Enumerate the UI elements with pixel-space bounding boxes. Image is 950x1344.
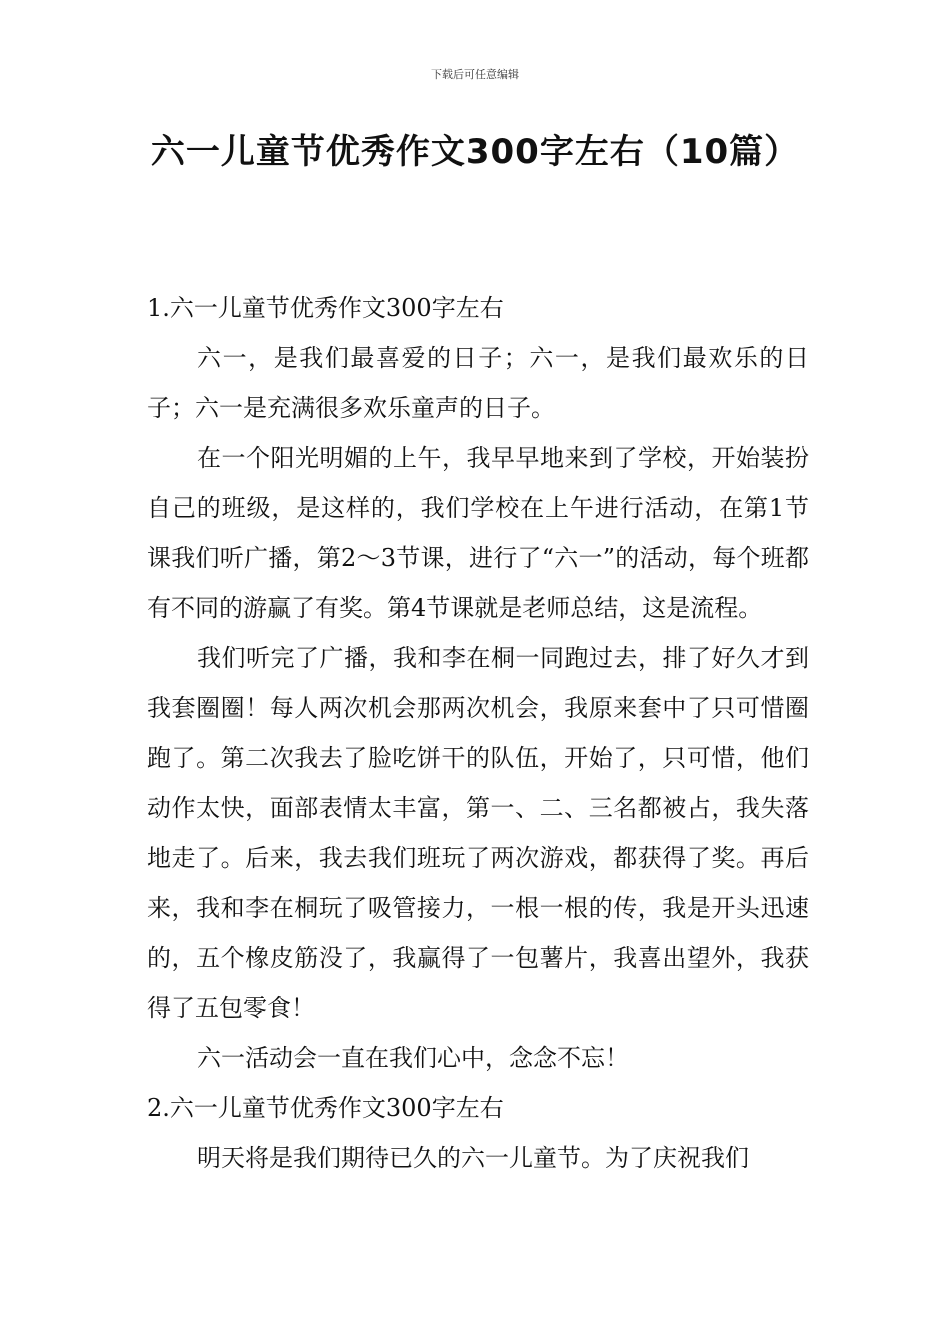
paragraph: 我们听完了广播，我和李在桐一同跑过去，排了好久才到我套圈圈！每人两次机会那两次机会，我原来套中了只可惜圈跑了。第二次我去了脸吃饼干的队伍，开始了，只可惜，他们动作太快，面部表情太丰富，第一、二、三名都被占，我失落地走了。后来，我去我们班玩了两次游戏，都获得了奖。再后来，我和李在桐玩了吸管接力，一根一根的传，我是开头迅速的，五个橡皮筋没了，我赢得了一包薯片，我喜出望外，我获得了五包零食！ <box>147 644 809 1022</box>
section-heading-1: 1.六一儿童节优秀作文300字左右 <box>147 294 504 322</box>
paragraph: 六一活动会一直在我们心中，念念不忘！ <box>197 1044 629 1072</box>
section-heading-2: 2.六一儿童节优秀作文300字左右 <box>147 1094 504 1122</box>
paragraph: 六一，是我们最喜爱的日子；六一，是我们最欢乐的日子；六一是充满很多欢乐童声的日子。 <box>147 344 809 422</box>
header-note: 下载后可任意编辑 <box>431 68 519 81</box>
paragraph: 明天将是我们期待已久的六一儿童节。为了庆祝我们 <box>197 1144 749 1172</box>
document-body <box>147 283 809 1183</box>
document-title: 六一儿童节优秀作文300字左右（10篇） <box>150 132 800 172</box>
paragraph: 在一个阳光明媚的上午，我早早地来到了学校，开始装扮自己的班级，是这样的，我们学校在上午进行活动，在第1节课我们听广播，第2～3节课，进行了“六一”的活动，每个班都有不同的游赢了有奖。第4节课就是老师总结，这是流程。 <box>147 444 809 622</box>
